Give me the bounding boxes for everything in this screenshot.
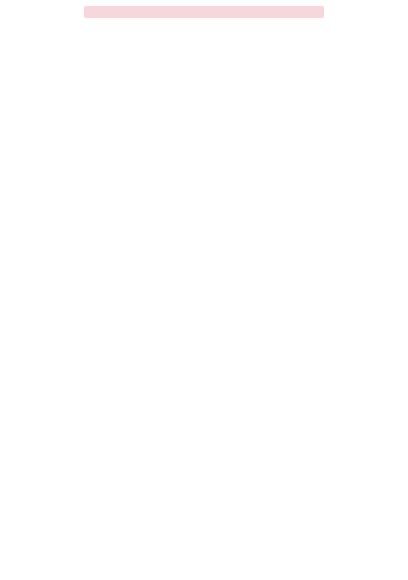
header-banner (84, 6, 324, 18)
